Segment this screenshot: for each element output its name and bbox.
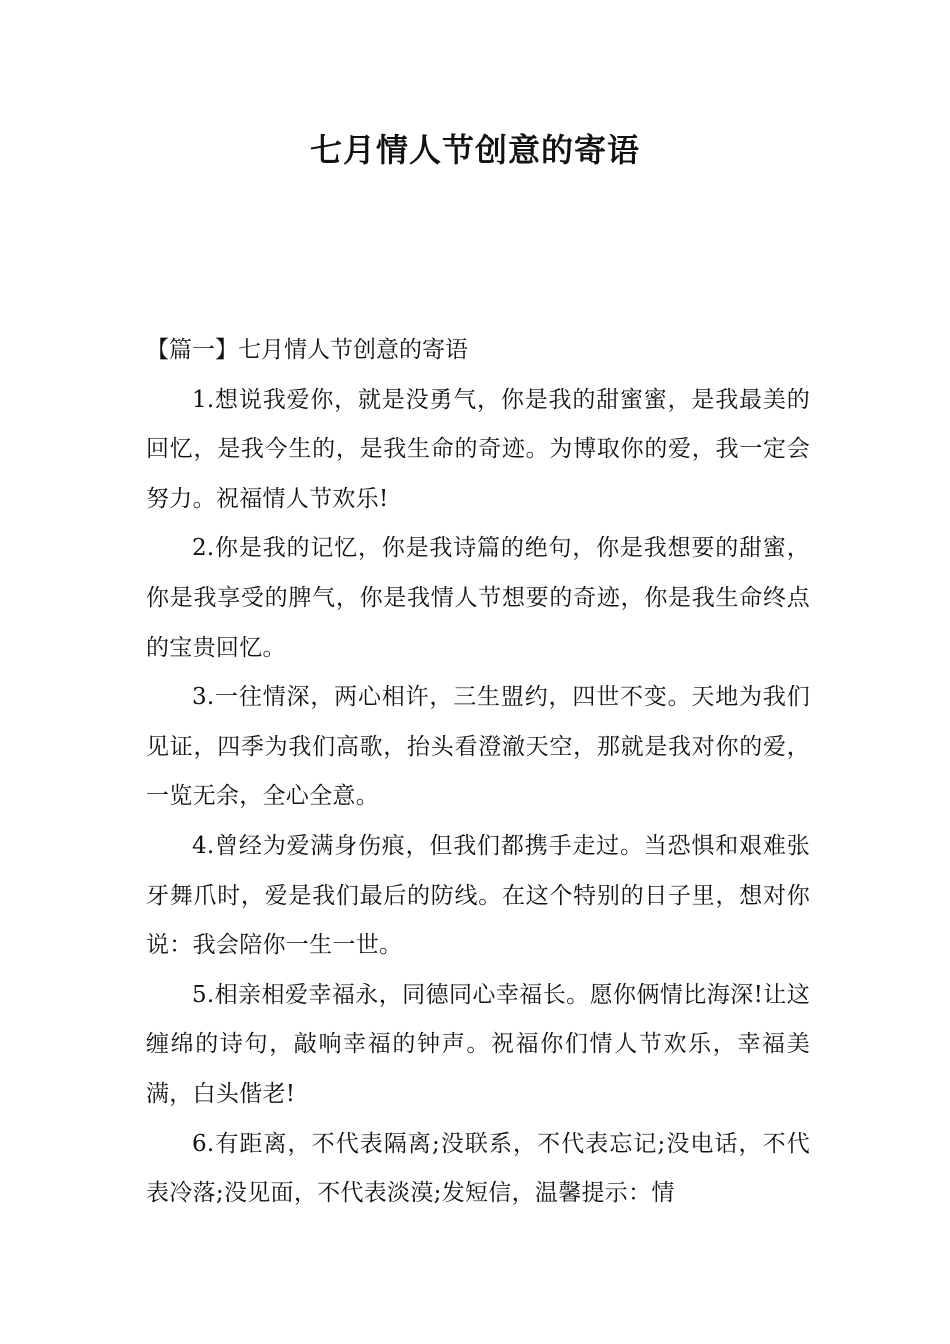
document-body [146, 326, 810, 1219]
page-title: 七月情人节创意的寄语 [309, 131, 640, 169]
paragraph-1: 1.想说我爱你，就是没勇气，你是我的甜蜜蜜，是我最美的回忆，是我今生的，是我生命的奇迹。为博取你的爱，我一定会努力。祝福情人节欢乐! [146, 386, 810, 512]
paragraph-3: 3.一往情深，两心相许，三生盟约，四世不变。天地为我们见证，四季为我们高歌，抬头看澄澈天空，那就是我对你的爱，一览无余，全心全意。 [146, 684, 810, 810]
section-heading: 【篇一】七月情人节创意的寄语 [146, 337, 468, 363]
paragraph-4: 4.曾经为爱满身伤痕，但我们都携手走过。当恐惧和艰难张牙舞爪时，爱是我们最后的防线。在这个特别的日子里，想对你说：我会陪你一生一世。 [146, 832, 810, 959]
paragraph-6: 6.有距离，不代表隔离;没联系，不代表忘记;没电话，不代表冷落;没见面，不代表淡漠;发短信，温馨提示：情 [146, 1130, 810, 1207]
paragraph-2: 2.你是我的记忆，你是我诗篇的绝句，你是我想要的甜蜜，你是我享受的脾气，你是我情人节想要的奇迹，你是我生命终点的宝贵回忆。 [146, 535, 810, 661]
paragraph-5: 5.相亲相爱幸福永，同德同心幸福长。愿你俩情比海深!让这缠绵的诗句，敲响幸福的钟声。祝福你们情人节欢乐，幸福美满，白头偕老! [146, 981, 810, 1107]
